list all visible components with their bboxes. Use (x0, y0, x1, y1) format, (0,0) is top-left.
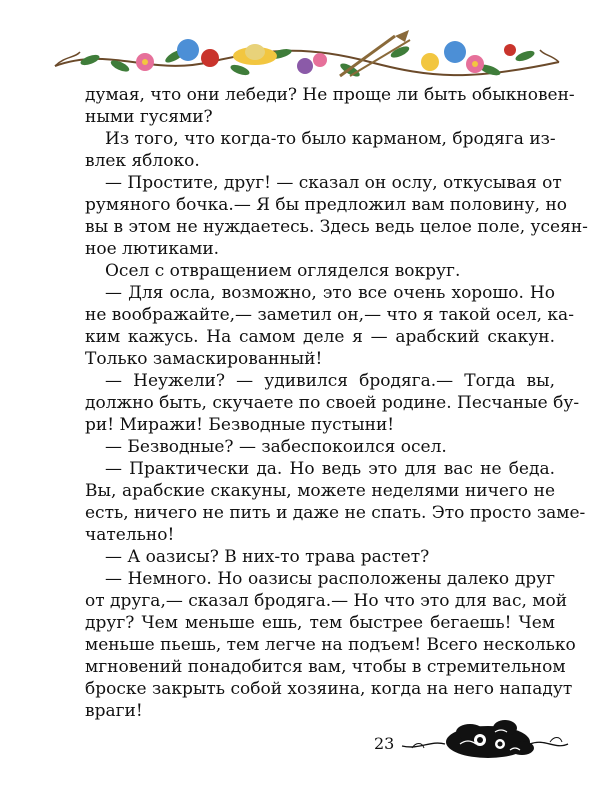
text-line: ким кажусь. На самом деле я — арабский скакун. (85, 327, 555, 347)
text-line: Вы, арабские скакуны, можете неделями ничего не (85, 481, 555, 501)
text-line: есть, ничего не пить и даже не спать. Это просто заме- (85, 503, 586, 523)
text-line: влек яблоко. (85, 151, 200, 171)
text-line: броске закрыть собой хозяина, когда на него нападут (85, 679, 573, 699)
text-line: — Безводные? — забеспокоился осел. (105, 437, 447, 457)
text-line: не воображайте,— заметил он,— что я такой осел, ка- (85, 305, 574, 325)
text-line: ное лютиками. (85, 239, 220, 259)
flower-sprig-icon (400, 714, 570, 766)
text-line: — Для осла, возможно, это все очень хорошо. Но (105, 283, 555, 303)
text-line: вы в этом не нуждаетесь. Здесь ведь целое поле, усеян- (85, 217, 588, 237)
page-number: 23 (374, 734, 395, 753)
text-line: — Неужели? — удивился бродяга.— Тогда вы, (105, 371, 555, 391)
text-line: ри! Миражи! Безводные пустыни! (85, 415, 395, 435)
text-line: — Практически да. Но ведь это для вас не беда. (105, 459, 555, 479)
text-line: — Немного. Но оазисы расположены далеко друг (105, 569, 555, 589)
text-line: враги! (85, 701, 143, 721)
text-line: мгновений понадобится вам, чтобы в стремительном (85, 657, 566, 677)
text-line: ными гусями? (85, 107, 213, 127)
text-line: — А оазисы? В них-то трава растет? (105, 547, 430, 567)
text-line: Только замаскированный! (85, 349, 323, 369)
text-line: Осел с отвращением огляделся вокруг. (105, 261, 461, 281)
text-line: думая, что они лебеди? Не проще ли быть обыкновен- (85, 85, 575, 105)
text-line: должно быть, скучаете по своей родине. Песчаные бу- (85, 393, 580, 413)
text-line: — Простите, друг! — сказал он ослу, откусывая от (105, 173, 562, 193)
text-line: чательно! (85, 525, 175, 545)
page-text (85, 84, 588, 722)
text-line: друг? Чем меньше ешь, тем быстрее бегаешь! Чем (85, 613, 555, 633)
floral-garland-icon (50, 26, 564, 90)
text-line: от друга,— сказал бродяга.— Но что это для вас, мой (85, 591, 568, 611)
text-line: румяного бочка.— Я бы предложил вам половину, но (85, 195, 568, 215)
text-line: меньше пьешь, тем легче на подъем! Всего несколько (85, 635, 576, 655)
text-line: Из того, что когда-то было карманом, бродяга из- (105, 129, 556, 149)
